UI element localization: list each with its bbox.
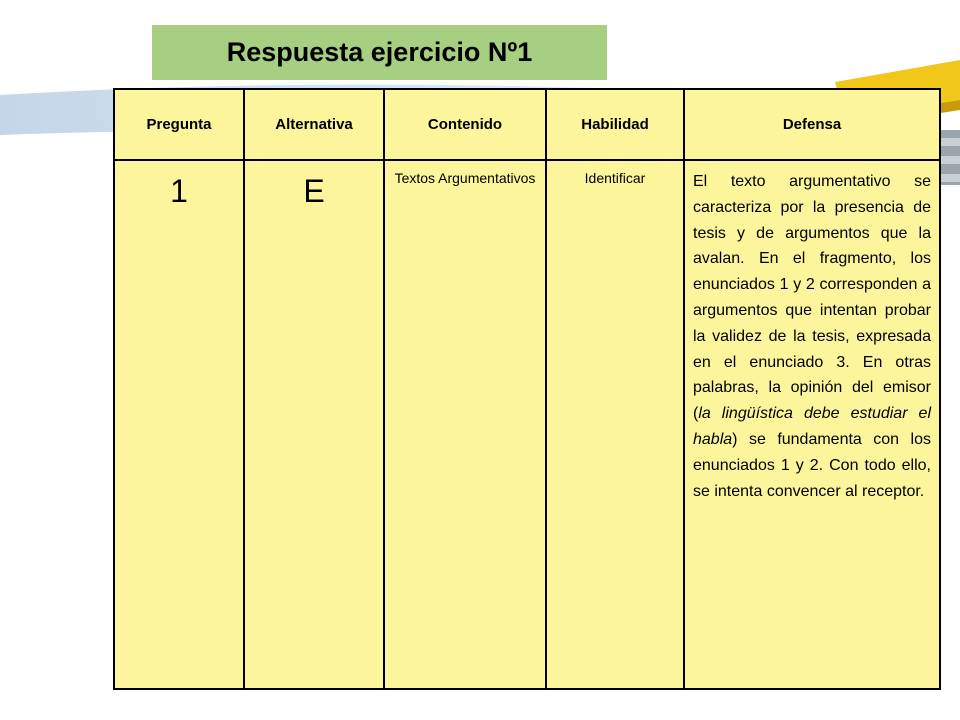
defensa-text-part-3: ) se fundamenta con los enunciados 1 y 2. Con todo ello, se intenta convencer al receptor. (693, 430, 931, 500)
header-alternativa: Alternativa (244, 89, 384, 160)
pregunta-value: 1 (170, 173, 188, 209)
header-habilidad: Habilidad (546, 89, 684, 160)
cell-contenido (384, 160, 546, 689)
alternativa-value: E (303, 173, 325, 209)
table-row (114, 160, 940, 689)
cell-pregunta (114, 160, 244, 689)
defensa-text-part-1: El texto argumentativo se caracteriza por la presencia de tesis y de argumentos que la avalan. En el fragmento, los enunciados 1 y 2 corresponden a argumentos que intentan probar la validez de la tesis, expresada en el enunciado 3. En otras palabras, la opinión del emisor ( (693, 173, 931, 423)
defensa-text (685, 161, 939, 504)
header-defensa: Defensa (684, 89, 940, 160)
contenido-value: Textos Argumentativos (394, 170, 536, 186)
header-row (114, 89, 940, 160)
header-pregunta: Pregunta (114, 89, 244, 160)
defensa-text-italic: la lingüística debe estudiar el habla (693, 405, 931, 448)
cell-defensa (684, 160, 940, 689)
habilidad-value: Identificar (584, 170, 646, 186)
page-title: Respuesta ejercicio Nº1 (226, 37, 533, 67)
answer-table (113, 88, 941, 690)
title-banner (152, 25, 607, 80)
cell-alternativa (244, 160, 384, 689)
header-contenido: Contenido (384, 89, 546, 160)
cell-habilidad (546, 160, 684, 689)
